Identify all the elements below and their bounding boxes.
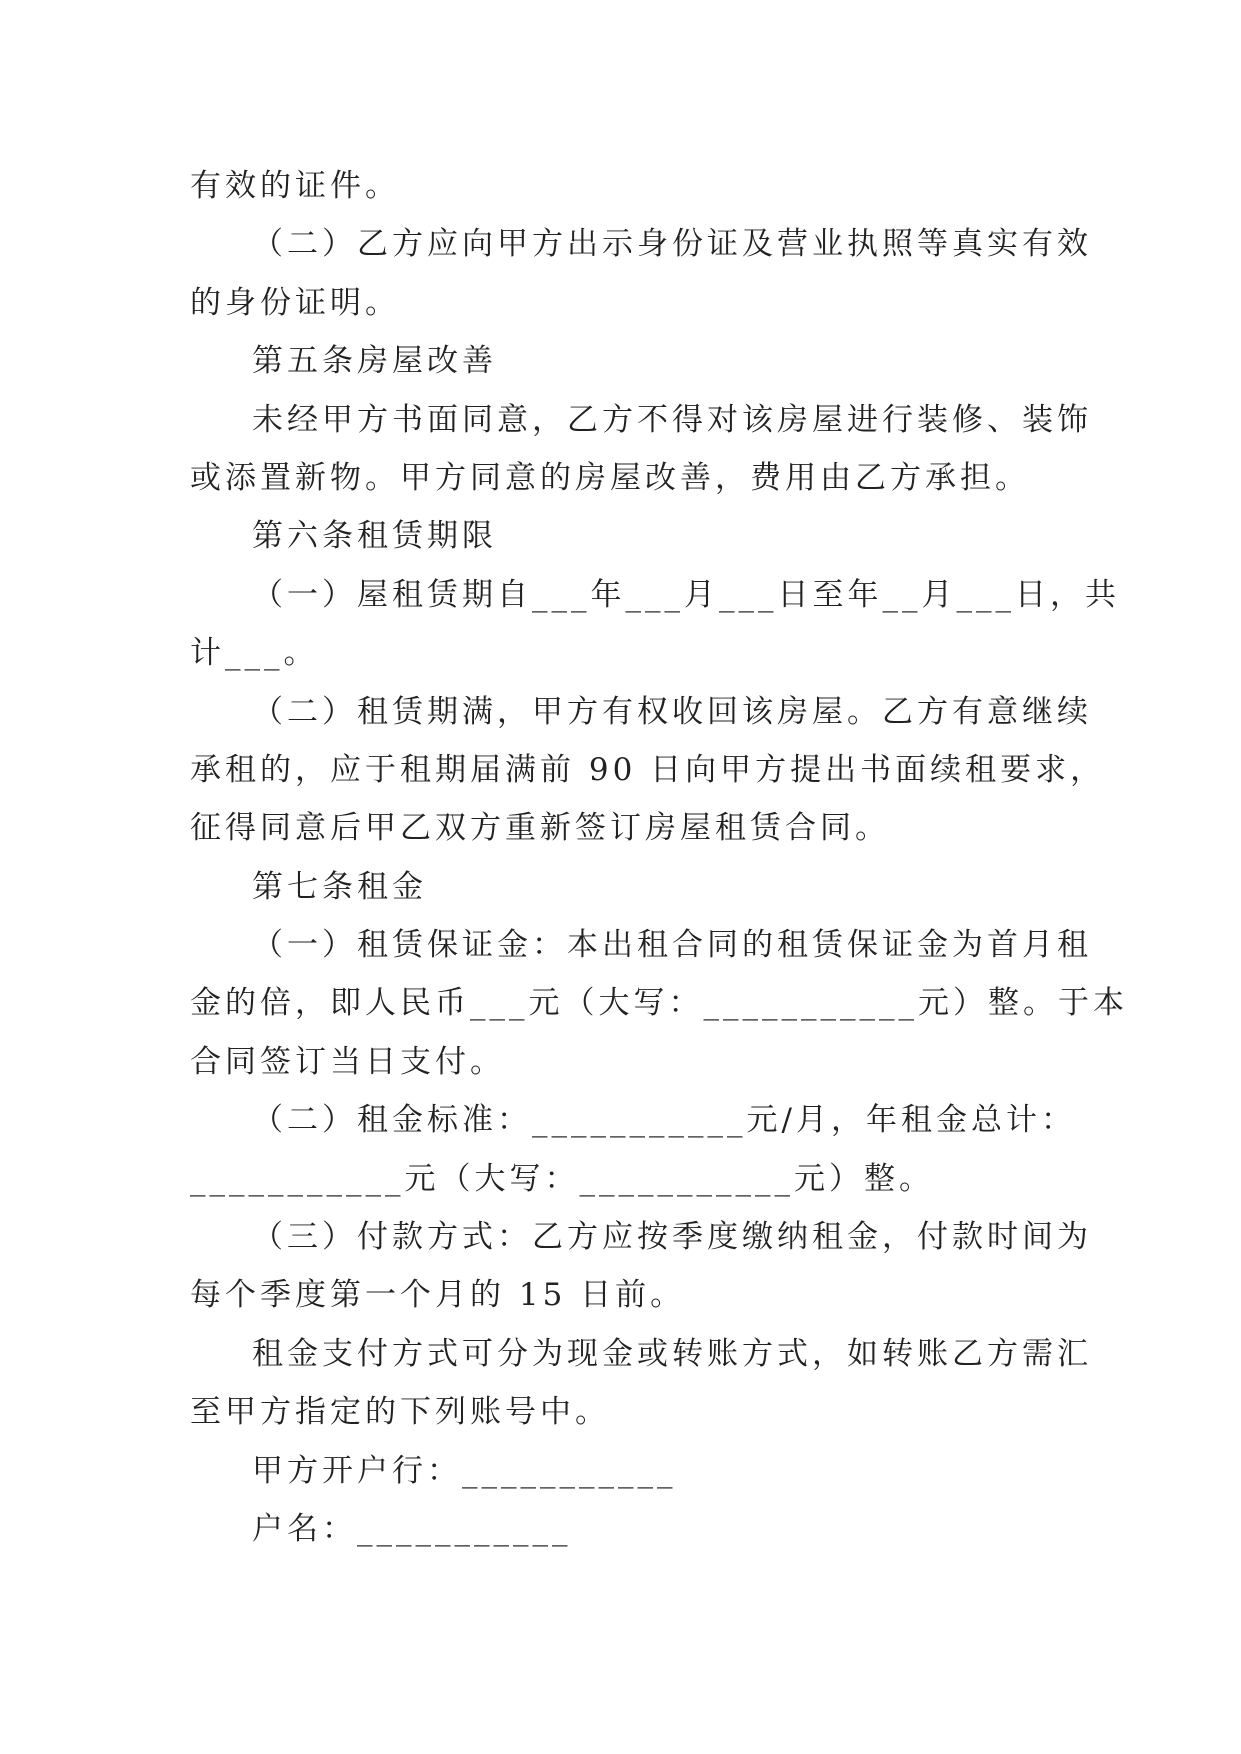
- document-page: [190, 157, 1128, 1558]
- text-line: 合同签订当日支付。: [190, 1043, 505, 1080]
- text-line: 甲方开户行：___________: [252, 1452, 677, 1489]
- text-line: 至甲方指定的下列账号中。: [190, 1394, 610, 1431]
- text-line: （二）乙方应向甲方出示身份证及营业执照等真实有效: [252, 226, 1092, 263]
- text-line: 租金支付方式可分为现金或转账方式，如转账乙方需汇: [252, 1335, 1092, 1372]
- text-line: （一）租赁保证金：本出租合同的租赁保证金为首月租: [252, 927, 1092, 964]
- text-line: 第六条租赁期限: [252, 518, 497, 555]
- text-line: ___________元（大写：___________元）整。: [190, 1160, 934, 1197]
- text-line: 或添置新物。甲方同意的房屋改善，费用由乙方承担。: [190, 459, 1030, 496]
- text-line: 第五条房屋改善: [252, 343, 497, 380]
- text-line: 征得同意后甲乙双方重新签订房屋租赁合同。: [190, 810, 890, 847]
- text-line: 计___。: [190, 635, 319, 672]
- text-line: 户名：___________: [252, 1510, 572, 1547]
- text-line: 未经甲方书面同意，乙方不得对该房屋进行装修、装饰: [252, 401, 1092, 438]
- text-line: （一）屋租赁期自___年___月___日至年__月___日，共: [252, 576, 1120, 613]
- text-line: （三）付款方式：乙方应按季度缴纳租金，付款时间为: [252, 1219, 1092, 1256]
- text-line: 金的倍，即人民币___元（大写：___________元）整。于本: [190, 985, 1128, 1022]
- text-line: 第七条租金: [252, 868, 427, 905]
- text-line: （二）租赁期满，甲方有权收回该房屋。乙方有意继续: [252, 693, 1092, 730]
- document-body: [190, 157, 1128, 1558]
- text-line: 承租的，应于租期届满前 90 日向甲方提出书面续租要求，: [190, 751, 1106, 788]
- text-line: 有效的证件。: [190, 168, 400, 204]
- text-line: （二）租金标准：___________元/月，年租金总计：: [252, 1102, 1076, 1139]
- text-line: 的身份证明。: [190, 284, 400, 321]
- text-line: 每个季度第一个月的 15 日前。: [190, 1277, 686, 1314]
